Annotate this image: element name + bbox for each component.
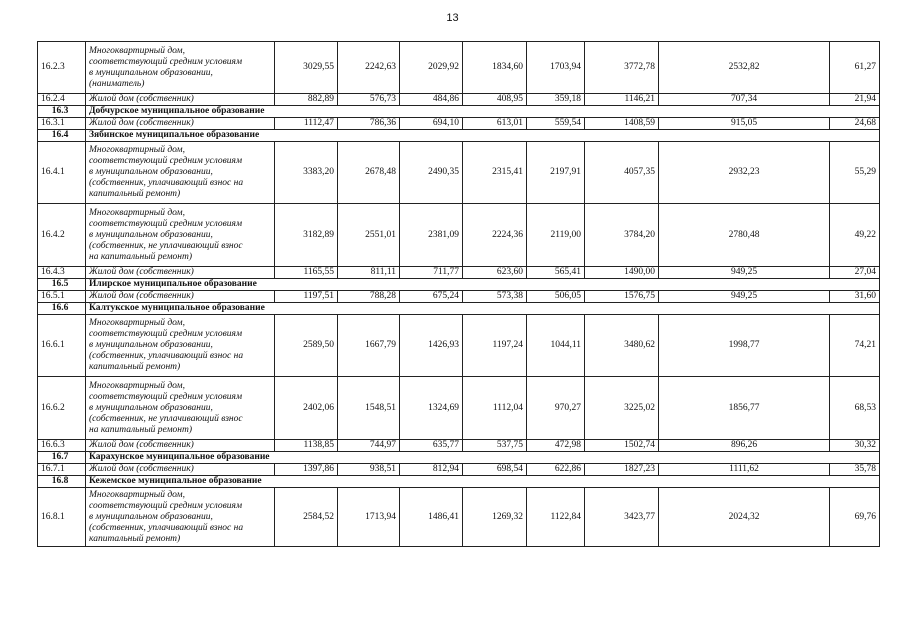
- value-cell: 61,27: [830, 42, 880, 94]
- value-cell: 635,77: [400, 440, 463, 452]
- value-cell: 68,53: [830, 377, 880, 440]
- row-description: Жилой дом (собственник): [86, 440, 275, 452]
- value-cell: 576,73: [338, 94, 400, 106]
- row-code: 16.6.1: [38, 315, 86, 377]
- row-description: Многоквартирный дом, соответствующий средним условиям в муниципальном образовании, (наниматель): [86, 42, 275, 94]
- value-cell: 2024,32: [659, 488, 830, 547]
- table-row: [38, 42, 880, 94]
- table-row: [38, 267, 880, 279]
- row-code: 16.4.1: [38, 142, 86, 204]
- row-description: Жилой дом (собственник): [86, 118, 275, 130]
- value-cell: 882,89: [275, 94, 338, 106]
- value-cell: 1122,84: [527, 488, 585, 547]
- row-code: 16.4.2: [38, 204, 86, 267]
- row-description: Жилой дом (собственник): [86, 267, 275, 279]
- value-cell: 1998,77: [659, 315, 830, 377]
- table-row: [38, 204, 880, 267]
- value-cell: 2678,48: [338, 142, 400, 204]
- value-cell: 35,78: [830, 464, 880, 476]
- value-cell: 1197,51: [275, 291, 338, 303]
- value-cell: 613,01: [463, 118, 527, 130]
- table-row: [38, 315, 880, 377]
- value-cell: 938,51: [338, 464, 400, 476]
- value-cell: 3772,78: [585, 42, 659, 94]
- value-cell: 623,60: [463, 267, 527, 279]
- table-row: [38, 377, 880, 440]
- value-cell: 506,05: [527, 291, 585, 303]
- value-cell: 622,86: [527, 464, 585, 476]
- table-row: [38, 142, 880, 204]
- value-cell: 472,98: [527, 440, 585, 452]
- row-code: 16.8: [38, 476, 86, 488]
- value-cell: 74,21: [830, 315, 880, 377]
- value-cell: 1269,32: [463, 488, 527, 547]
- row-description: Многоквартирный дом, соответствующий средним условиям в муниципальном образовании, (собственник, не уплачивающий взнос на капитальный ремонт): [86, 204, 275, 267]
- value-cell: 2315,41: [463, 142, 527, 204]
- value-cell: 915,05: [659, 118, 830, 130]
- value-cell: 694,10: [400, 118, 463, 130]
- value-cell: 2490,35: [400, 142, 463, 204]
- value-cell: 2551,01: [338, 204, 400, 267]
- value-cell: 3784,20: [585, 204, 659, 267]
- value-cell: 4057,35: [585, 142, 659, 204]
- row-description: Многоквартирный дом, соответствующий средним условиям в муниципальном образовании, (собственник, уплачивающий взнос на капитальный ремонт): [86, 488, 275, 547]
- value-cell: 3383,20: [275, 142, 338, 204]
- row-code: 16.2.4: [38, 94, 86, 106]
- section-row: [38, 279, 880, 291]
- value-cell: 1856,77: [659, 377, 830, 440]
- value-cell: 1502,74: [585, 440, 659, 452]
- row-code: 16.8.1: [38, 488, 86, 547]
- value-cell: 1426,93: [400, 315, 463, 377]
- row-code: 16.4: [38, 130, 86, 142]
- value-cell: 30,32: [830, 440, 880, 452]
- value-cell: 1111,62: [659, 464, 830, 476]
- row-code: 16.6.3: [38, 440, 86, 452]
- value-cell: 970,27: [527, 377, 585, 440]
- value-cell: 573,38: [463, 291, 527, 303]
- value-cell: 1408,59: [585, 118, 659, 130]
- value-cell: 559,54: [527, 118, 585, 130]
- row-code: 16.2.3: [38, 42, 86, 94]
- value-cell: 896,26: [659, 440, 830, 452]
- value-cell: 49,22: [830, 204, 880, 267]
- value-cell: 2197,91: [527, 142, 585, 204]
- value-cell: 565,41: [527, 267, 585, 279]
- value-cell: 2119,00: [527, 204, 585, 267]
- row-code: 16.4.3: [38, 267, 86, 279]
- value-cell: 408,95: [463, 94, 527, 106]
- value-cell: 69,76: [830, 488, 880, 547]
- value-cell: 1548,51: [338, 377, 400, 440]
- value-cell: 1044,11: [527, 315, 585, 377]
- value-cell: 2381,09: [400, 204, 463, 267]
- value-cell: 2029,92: [400, 42, 463, 94]
- row-code: 16.5: [38, 279, 86, 291]
- row-description: Жилой дом (собственник): [86, 94, 275, 106]
- row-code: 16.6: [38, 303, 86, 315]
- table-body: [38, 42, 880, 547]
- value-cell: 1486,41: [400, 488, 463, 547]
- row-code: 16.5.1: [38, 291, 86, 303]
- value-cell: 2532,82: [659, 42, 830, 94]
- value-cell: 537,75: [463, 440, 527, 452]
- value-cell: 1197,24: [463, 315, 527, 377]
- section-row: [38, 130, 880, 142]
- value-cell: 21,94: [830, 94, 880, 106]
- value-cell: 788,28: [338, 291, 400, 303]
- value-cell: 1713,94: [338, 488, 400, 547]
- value-cell: 1112,47: [275, 118, 338, 130]
- section-title: Калтукское муниципальное образование: [86, 303, 880, 315]
- value-cell: 2589,50: [275, 315, 338, 377]
- section-row: [38, 106, 880, 118]
- value-cell: 1667,79: [338, 315, 400, 377]
- table-row: [38, 94, 880, 106]
- value-cell: 27,04: [830, 267, 880, 279]
- row-description: Многоквартирный дом, соответствующий средним условиям в муниципальном образовании, (собственник, уплачивающий взнос на капитальный ремонт): [86, 315, 275, 377]
- value-cell: 55,29: [830, 142, 880, 204]
- value-cell: 2932,23: [659, 142, 830, 204]
- value-cell: 2584,52: [275, 488, 338, 547]
- row-description: Многоквартирный дом, соответствующий средним условиям в муниципальном образовании, (собственник, уплачивающий взнос на капитальный ремонт): [86, 142, 275, 204]
- value-cell: 1165,55: [275, 267, 338, 279]
- table-row: [38, 488, 880, 547]
- value-cell: 1397,86: [275, 464, 338, 476]
- section-title: Зябинское муниципальное образование: [86, 130, 880, 142]
- value-cell: 949,25: [659, 267, 830, 279]
- value-cell: 1138,85: [275, 440, 338, 452]
- section-row: [38, 452, 880, 464]
- value-cell: 2402,06: [275, 377, 338, 440]
- table-row: [38, 118, 880, 130]
- section-title: Илирское муниципальное образование: [86, 279, 880, 291]
- value-cell: 1827,23: [585, 464, 659, 476]
- value-cell: 1576,75: [585, 291, 659, 303]
- table-row: [38, 464, 880, 476]
- value-cell: 3029,55: [275, 42, 338, 94]
- row-code: 16.3: [38, 106, 86, 118]
- value-cell: 1703,94: [527, 42, 585, 94]
- value-cell: 3423,77: [585, 488, 659, 547]
- value-cell: 744,97: [338, 440, 400, 452]
- value-cell: 949,25: [659, 291, 830, 303]
- value-cell: 811,11: [338, 267, 400, 279]
- table-row: [38, 291, 880, 303]
- row-code: 16.3.1: [38, 118, 86, 130]
- row-description: Жилой дом (собственник): [86, 291, 275, 303]
- value-cell: 484,86: [400, 94, 463, 106]
- value-cell: 1490,00: [585, 267, 659, 279]
- section-row: [38, 303, 880, 315]
- section-title: Кежемское муниципальное образование: [86, 476, 880, 488]
- row-description: Многоквартирный дом, соответствующий средним условиям в муниципальном образовании, (собственник, не уплачивающий взнос на капитальный ремонт): [86, 377, 275, 440]
- value-cell: 359,18: [527, 94, 585, 106]
- value-cell: 1112,04: [463, 377, 527, 440]
- value-cell: 3480,62: [585, 315, 659, 377]
- row-code: 16.7: [38, 452, 86, 464]
- row-code: 16.6.2: [38, 377, 86, 440]
- row-description: Жилой дом (собственник): [86, 464, 275, 476]
- value-cell: 707,34: [659, 94, 830, 106]
- value-cell: 31,60: [830, 291, 880, 303]
- value-cell: 3182,89: [275, 204, 338, 267]
- value-cell: 2224,36: [463, 204, 527, 267]
- value-cell: 1146,21: [585, 94, 659, 106]
- value-cell: 2780,48: [659, 204, 830, 267]
- value-cell: 1834,60: [463, 42, 527, 94]
- tariff-table: [37, 41, 880, 547]
- value-cell: 698,54: [463, 464, 527, 476]
- section-title: Добчурское муниципальное образование: [86, 106, 880, 118]
- section-title: Карахунское муниципальное образование: [86, 452, 880, 464]
- page-number: 13: [446, 12, 459, 24]
- value-cell: 675,24: [400, 291, 463, 303]
- value-cell: 786,36: [338, 118, 400, 130]
- value-cell: 24,68: [830, 118, 880, 130]
- table-row: [38, 440, 880, 452]
- value-cell: 1324,69: [400, 377, 463, 440]
- section-row: [38, 476, 880, 488]
- value-cell: 2242,63: [338, 42, 400, 94]
- value-cell: 3225,02: [585, 377, 659, 440]
- value-cell: 711,77: [400, 267, 463, 279]
- value-cell: 812,94: [400, 464, 463, 476]
- row-code: 16.7.1: [38, 464, 86, 476]
